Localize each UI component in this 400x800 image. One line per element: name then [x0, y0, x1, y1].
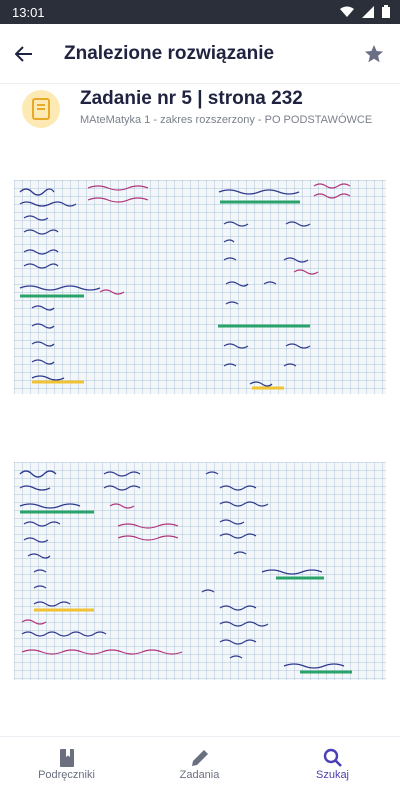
- nav-label-textbooks: Podręczniki: [38, 769, 95, 781]
- arrow-back-icon: [15, 45, 33, 63]
- nav-item-tasks[interactable]: [133, 737, 266, 800]
- search-icon: [322, 747, 344, 769]
- pencil-icon: [189, 747, 211, 769]
- task-header: [0, 84, 400, 144]
- nav-item-textbooks[interactable]: [0, 737, 133, 800]
- favorite-button[interactable]: [360, 40, 388, 68]
- handwritten-solution-1: [14, 180, 386, 394]
- nav-label-tasks: Zadania: [179, 769, 220, 781]
- star-icon: [364, 44, 384, 64]
- status-bar: [0, 0, 400, 24]
- nav-label-search: Szukaj: [315, 769, 350, 781]
- handwritten-solution-2: [14, 462, 386, 680]
- wifi-icon: [340, 6, 354, 18]
- notebook-icon: [32, 98, 50, 120]
- status-time: 13:01: [12, 5, 45, 20]
- textbook-badge: [22, 90, 60, 128]
- solution-photo-part-1: [14, 180, 386, 394]
- back-button[interactable]: [10, 40, 38, 68]
- battery-icon: [382, 5, 390, 18]
- book-icon: [56, 747, 78, 769]
- app-bar: [0, 24, 400, 84]
- bottom-navigation: [0, 736, 400, 800]
- solution-photo-part-2: [14, 462, 386, 680]
- signal-icon: [362, 6, 374, 18]
- task-subtitle: MAteMatyka 1 - zakres rozszerzony - PO PODSTAWÓWCE: [80, 114, 373, 126]
- status-icons: [340, 5, 390, 18]
- task-title: Zadanie nr 5 | strona 232: [80, 88, 303, 109]
- page-title: Znalezione rozwiązanie: [64, 43, 275, 64]
- nav-item-search[interactable]: [266, 737, 399, 800]
